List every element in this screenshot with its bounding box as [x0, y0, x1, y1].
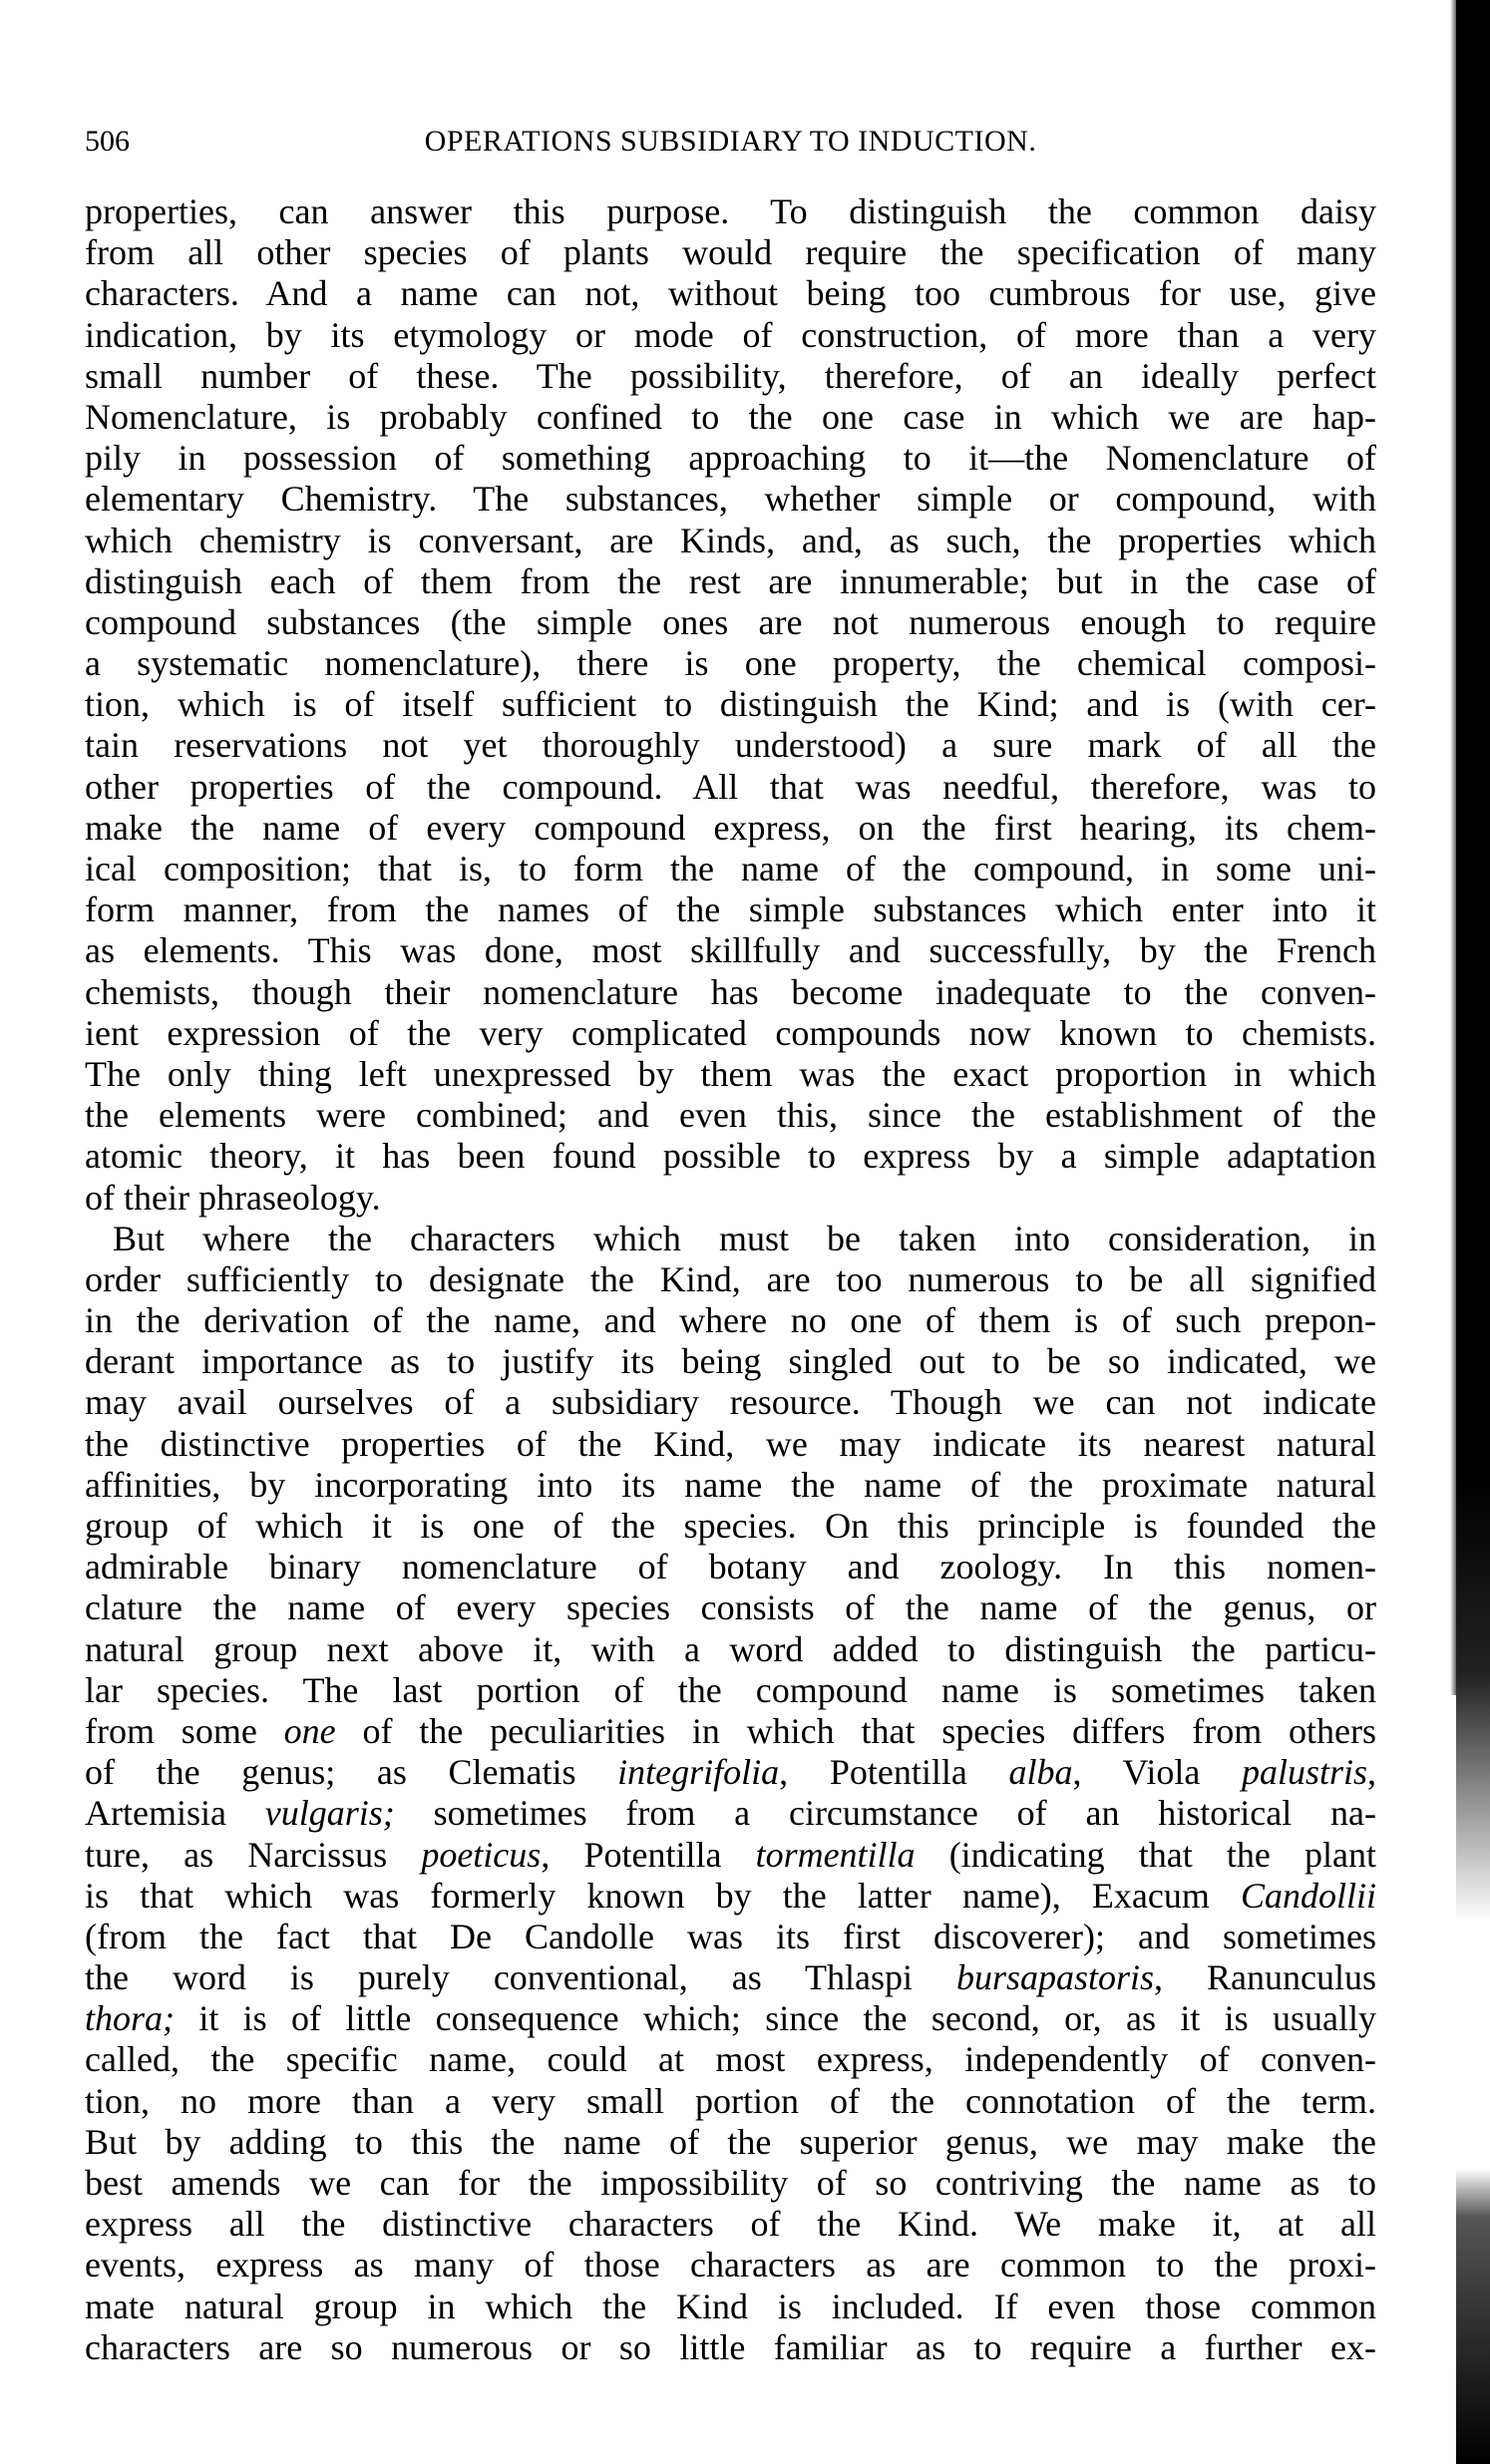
text-run: ture, as Narcissus — [85, 1834, 422, 1875]
text-line: small number of these. The possibility, therefore, of an ideally perfect — [85, 355, 1376, 396]
text-line: form manner, from the names of the simple substances which enter into it — [85, 889, 1376, 930]
italic-species-name: palustris — [1241, 1752, 1367, 1793]
text-line: Nomenclature, is probably confined to the one case in which we are hap- — [85, 396, 1376, 437]
italic-species-name: thora; — [85, 1998, 175, 2039]
text-line: atomic theory, it has been found possible to express by a simple adaptation — [85, 1136, 1376, 1177]
text-run: of the peculiarities in which that species differs from others — [335, 1710, 1377, 1751]
italic-species-name: vulgaris; — [264, 1793, 395, 1834]
text-line: properties, can answer this purpose. To distinguish the common daisy — [85, 191, 1376, 231]
italic-species-name: integrifolia — [617, 1752, 780, 1793]
text-run: , Ranunculus — [1154, 1957, 1376, 1998]
text-run: (indicating that the plant — [915, 1834, 1376, 1875]
text-run: best amends we can for the impossibility of so contriving the name as to — [85, 2163, 1376, 2203]
text-line: ient expression of the very complicated compounds now known to chemists. — [85, 1012, 1376, 1053]
text-line: of their phraseology. — [85, 1177, 381, 1218]
text-line — [85, 1752, 1376, 1793]
text-line: from all other species of plants would require the specification of many — [85, 232, 1376, 273]
text-run: events, express as many of those characters as are common to the proxi- — [85, 2245, 1376, 2286]
text-run: it is of little consequence which; since the second, or, as it is usually — [175, 1998, 1376, 2039]
text-line: order sufficiently to designate the Kind, are too numerous to be all signified — [85, 1258, 1376, 1299]
text-line: the distinctive properties of the Kind, we may indicate its nearest natural — [85, 1423, 1376, 1464]
text-line: clature the name of every species consists of the name of the genus, or — [85, 1587, 1376, 1628]
running-head-title: OPERATIONS SUBSIDIARY TO INDUCTION. — [424, 125, 1037, 158]
text-line: indication, by its etymology or mode of construction, of more than a very — [85, 314, 1376, 355]
paragraph-1 — [85, 191, 1376, 1219]
text-run: tion, no more than a very small portion of the connotation of the term. — [85, 2080, 1376, 2121]
page-number: 506 — [85, 125, 130, 158]
text-line: distinguish each of them from the rest are innumerable; but in the case of — [85, 560, 1376, 601]
text-line — [85, 1957, 1376, 1998]
text-line: tion, which is of itself sufficient to distinguish the Kind; and is (with cer- — [85, 684, 1376, 725]
text-line: in the derivation of the name, and where no one of them is of such prepon- — [85, 1300, 1376, 1341]
italic-species-name: alba — [1008, 1752, 1073, 1793]
text-run: from some — [85, 1710, 284, 1751]
text-line: lar species. The last portion of the compound name is sometimes taken — [85, 1669, 1376, 1710]
text-run: , Potentilla — [779, 1752, 1009, 1793]
text-line: other properties of the compound. All that was needful, therefore, was to — [85, 766, 1376, 807]
text-line: as elements. This was done, most skillfully and successfully, by the French — [85, 930, 1376, 971]
text-line: derant importance as to justify its being singled out to be so indicated, we — [85, 1341, 1376, 1382]
text-line: tain reservations not yet thoroughly understood) a sure mark of all the — [85, 725, 1376, 766]
text-line — [85, 2245, 1376, 2286]
text-line — [85, 2039, 1376, 2080]
text-run: sometimes from a circumstance of an historical na- — [394, 1793, 1377, 1834]
text-line: make the name of every compound express, on the first hearing, its chem- — [85, 807, 1376, 848]
text-line: characters. And a name can not, without being too cumbrous for use, give — [85, 273, 1376, 314]
text-line — [85, 2122, 1376, 2163]
text-run: express all the distinctive characters of the Kind. We make it, at all — [85, 2204, 1376, 2245]
text-line — [85, 1711, 1376, 1752]
text-line — [85, 2327, 1376, 2368]
text-line: admirable binary nomenclature of botany and zoology. In this nomen- — [85, 1547, 1376, 1587]
text-line: But where the characters which must be taken into consideration, in — [113, 1218, 1376, 1258]
text-run: mate natural group in which the Kind is included. If even those common — [85, 2286, 1376, 2326]
text-line — [85, 2081, 1376, 2122]
text-line — [85, 1876, 1376, 1917]
text-line: a systematic nomenclature), there is one property, the chemical composi- — [85, 643, 1376, 684]
text-line: affinities, by incorporating into its name the name of the proximate natural — [85, 1464, 1376, 1505]
text-line — [85, 1793, 1376, 1834]
text-line — [85, 1998, 1376, 2039]
text-line: may avail ourselves of a subsidiary resource. Though we can not indicate — [85, 1382, 1376, 1423]
body-text — [85, 191, 1376, 2368]
text-line: the elements were combined; and even this, since the establishment of the — [85, 1095, 1376, 1136]
page-edge-scan-border — [1456, 0, 1490, 2464]
italic-species-name: Candollii — [1240, 1875, 1376, 1916]
paragraph-2 — [85, 1219, 1376, 2368]
text-run: of the genus; as Clematis — [85, 1752, 618, 1793]
text-line: chemists, though their nomenclature has become inadequate to the conven- — [85, 971, 1376, 1012]
text-run: , — [1367, 1752, 1376, 1793]
italic-species-name: bursapastoris — [955, 1957, 1155, 1998]
italic-species-name: tormentilla — [755, 1834, 916, 1875]
text-line — [85, 2204, 1376, 2245]
text-line — [85, 1835, 1376, 1876]
text-line — [85, 1917, 1376, 1957]
text-run: Artemisia — [85, 1793, 265, 1834]
text-run: characters are so numerous or so little familiar as to require a further ex- — [85, 2326, 1376, 2367]
text-line: The only thing left unexpressed by them was the exact proportion in which — [85, 1053, 1376, 1094]
text-line: which chemistry is conversant, are Kinds, and, as such, the properties which — [85, 520, 1376, 560]
text-line — [85, 2163, 1376, 2204]
text-run: called, the specific name, could at most express, independently of conven- — [85, 2039, 1376, 2080]
text-line: compound substances (the simple ones are not numerous enough to require — [85, 601, 1376, 642]
text-line: pily in possession of something approaching to it—the Nomenclature of — [85, 438, 1376, 479]
text-run: , Viola — [1072, 1752, 1242, 1793]
text-run: the word is purely conventional, as Thlaspi — [85, 1957, 956, 1998]
text-line: ical composition; that is, to form the name of the compound, in some uni- — [85, 849, 1376, 888]
italic-species-name: one — [283, 1710, 336, 1751]
text-line: elementary Chemistry. The substances, whether simple or compound, with — [85, 479, 1376, 520]
italic-species-name: poeticus — [421, 1834, 542, 1875]
text-run: But by adding to this the name of the superior genus, we may make the — [85, 2121, 1376, 2162]
text-run: , Potentilla — [541, 1834, 756, 1875]
text-line — [85, 2287, 1376, 2327]
text-run: (from the fact that De Candolle was its first discoverer); and sometimes — [85, 1916, 1376, 1956]
text-line: group of which it is one of the species. On this principle is founded the — [85, 1506, 1376, 1546]
text-line: natural group next above it, with a word added to distinguish the particu- — [85, 1628, 1376, 1669]
text-run: is that which was formerly known by the latter name), Exacum — [85, 1875, 1241, 1916]
running-header — [85, 120, 1376, 164]
